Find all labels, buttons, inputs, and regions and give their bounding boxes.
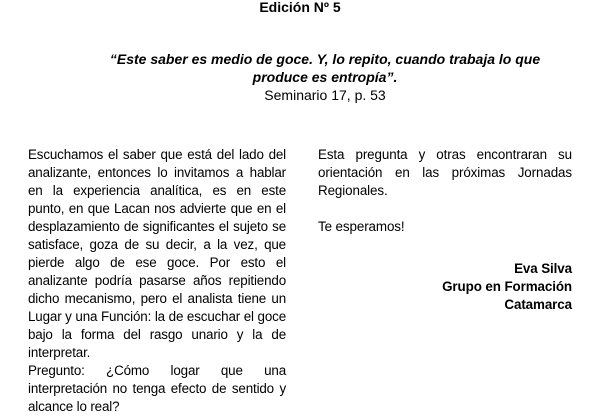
edition-heading: Edición Nº 5: [259, 0, 341, 15]
signature-group: Grupo en Formación: [442, 279, 572, 294]
signature-name: Eva Silva: [514, 261, 572, 276]
right-paragraph-1: Esta pregunta y otras encontraran su orientación en las próximas Jornadas Regionales.: [318, 147, 572, 198]
paragraph-spacer: [318, 200, 572, 218]
left-paragraph-1: Escuchamos el saber que está del lado del analizante, entonces lo invitamos a hablar en la experiencia analítica, es en este punto, en que Lacan nos advierte que en el desplazamiento de significantes el sujeto se satisface, goza de su decir, a la vez, que pierde algo de ese goce. Por esto el analizante podría pasarse años repitiendo dicho mecanismo, pero el analista tiene un Lugar y una Función: la de escuchar el goce bajo la forma del rasgo unario y la de interpretar.: [28, 147, 286, 360]
right-column: [318, 146, 572, 314]
epigraph: [90, 50, 560, 104]
right-paragraph-2: Te esperamos!: [318, 219, 405, 234]
epigraph-quote: “Este saber es medio de goce. Y, lo repito, cuando trabaja lo que produce es entropía”.: [109, 51, 541, 85]
left-paragraph-2: Pregunto: ¿Cómo logar que una interpretación no tenga efecto de sentido y alcance lo real?: [28, 363, 286, 414]
signature-block: [318, 260, 572, 314]
epigraph-citation: Seminario 17, p. 53: [264, 87, 386, 103]
left-column: [28, 146, 286, 416]
signature-place: Catamarca: [504, 297, 572, 312]
